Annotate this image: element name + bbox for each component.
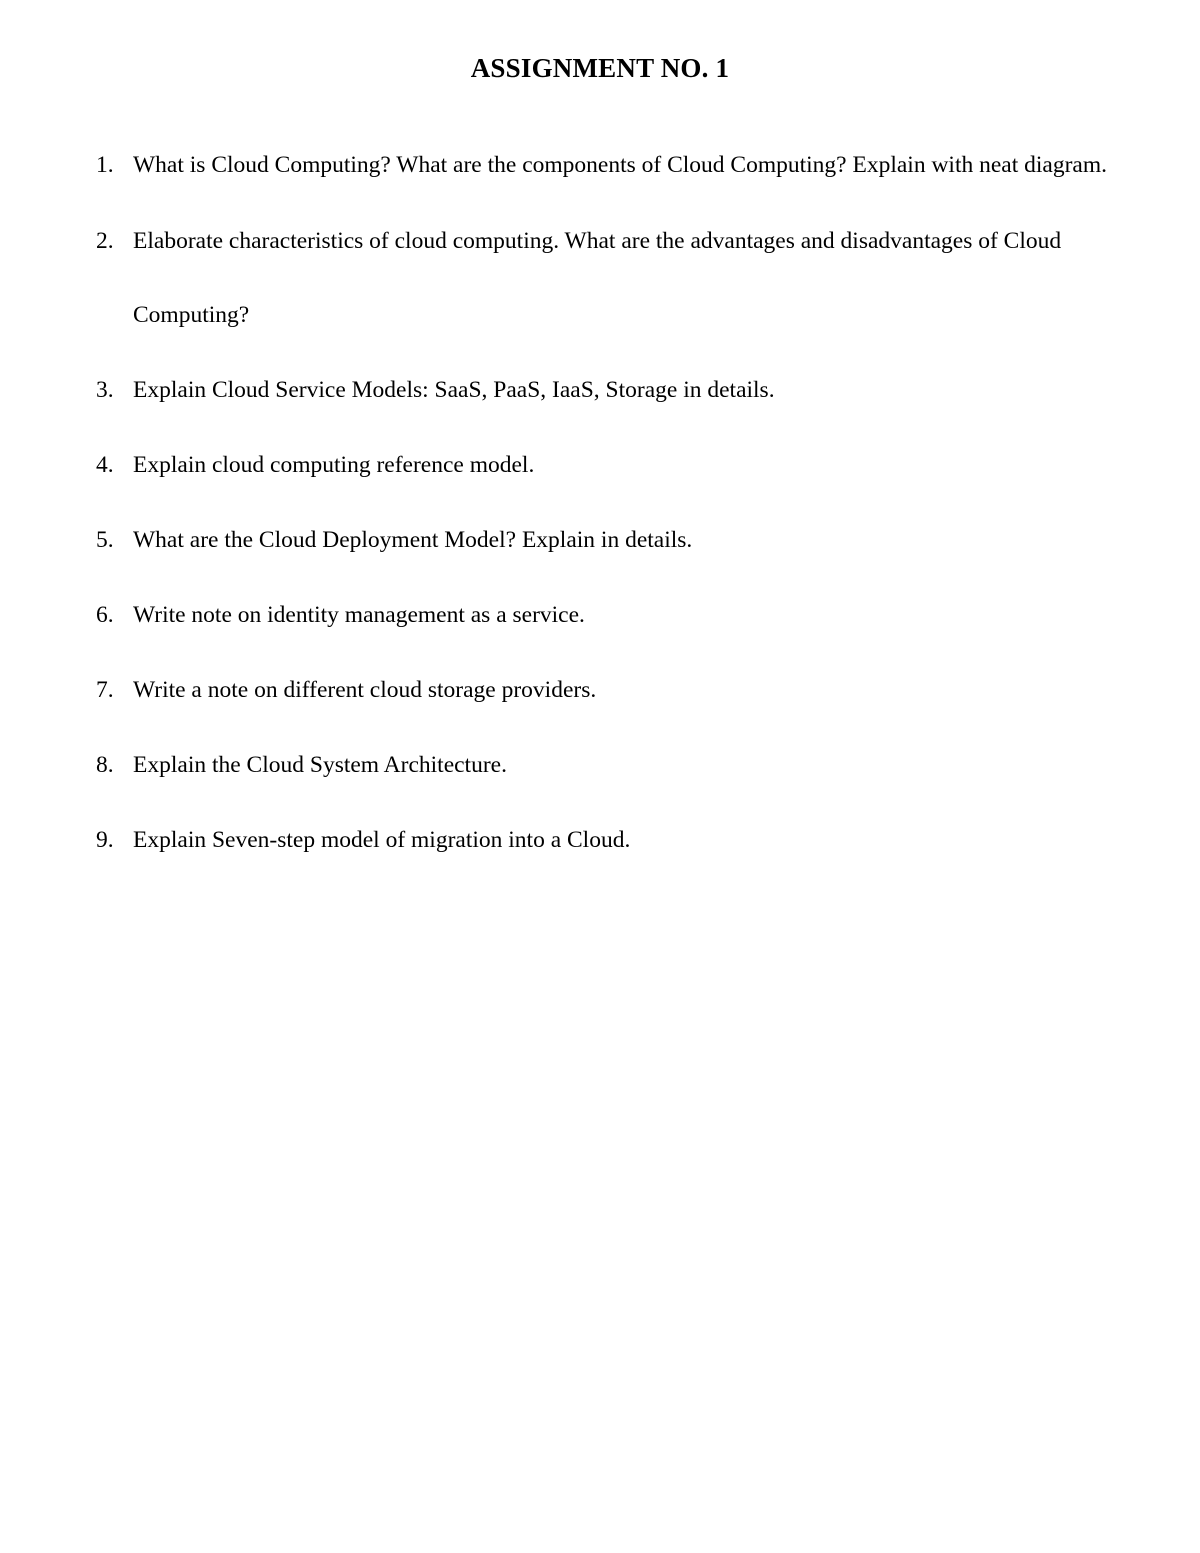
question-number: 5. [96,527,114,553]
question-number: 4. [96,452,114,478]
question-number: 1. [96,152,114,178]
list-item [96,747,1126,784]
question-text: What are the Cloud Deployment Model? Explain in details. [133,527,693,553]
question-number: 3. [96,377,114,403]
question-text: Write a note on different cloud storage providers. [133,677,597,703]
list-item [96,372,1126,409]
question-text: Write note on identity management as a service. [133,602,585,628]
list-item [96,597,1126,634]
question-number: 9. [96,827,114,853]
list-item [96,128,1126,202]
question-number: 7. [96,677,114,703]
list-item [96,822,1126,859]
question-number: 2. [96,228,114,254]
question-number: 8. [96,752,114,778]
list-item [96,522,1126,559]
question-text: Explain the Cloud System Architecture. [133,752,507,778]
question-text: Explain cloud computing reference model. [133,452,535,478]
question-text: Explain Seven-step model of migration into a Cloud. [133,827,631,853]
list-item [96,672,1126,709]
question-number: 6. [96,602,114,628]
question-list [96,146,1126,897]
list-item [96,447,1126,484]
question-text: Explain Cloud Service Models: SaaS, PaaS, IaaS, Storage in details. [133,377,775,403]
question-text: Elaborate characteristics of cloud computing. What are the advantages and disadvantages of Cloud Computing? [133,228,1062,328]
assignment-title: ASSIGNMENT NO. 1 [470,53,730,83]
list-item [96,204,1126,352]
question-text: What is Cloud Computing? What are the components of Cloud Computing? Explain with neat diagram. [133,152,1107,178]
